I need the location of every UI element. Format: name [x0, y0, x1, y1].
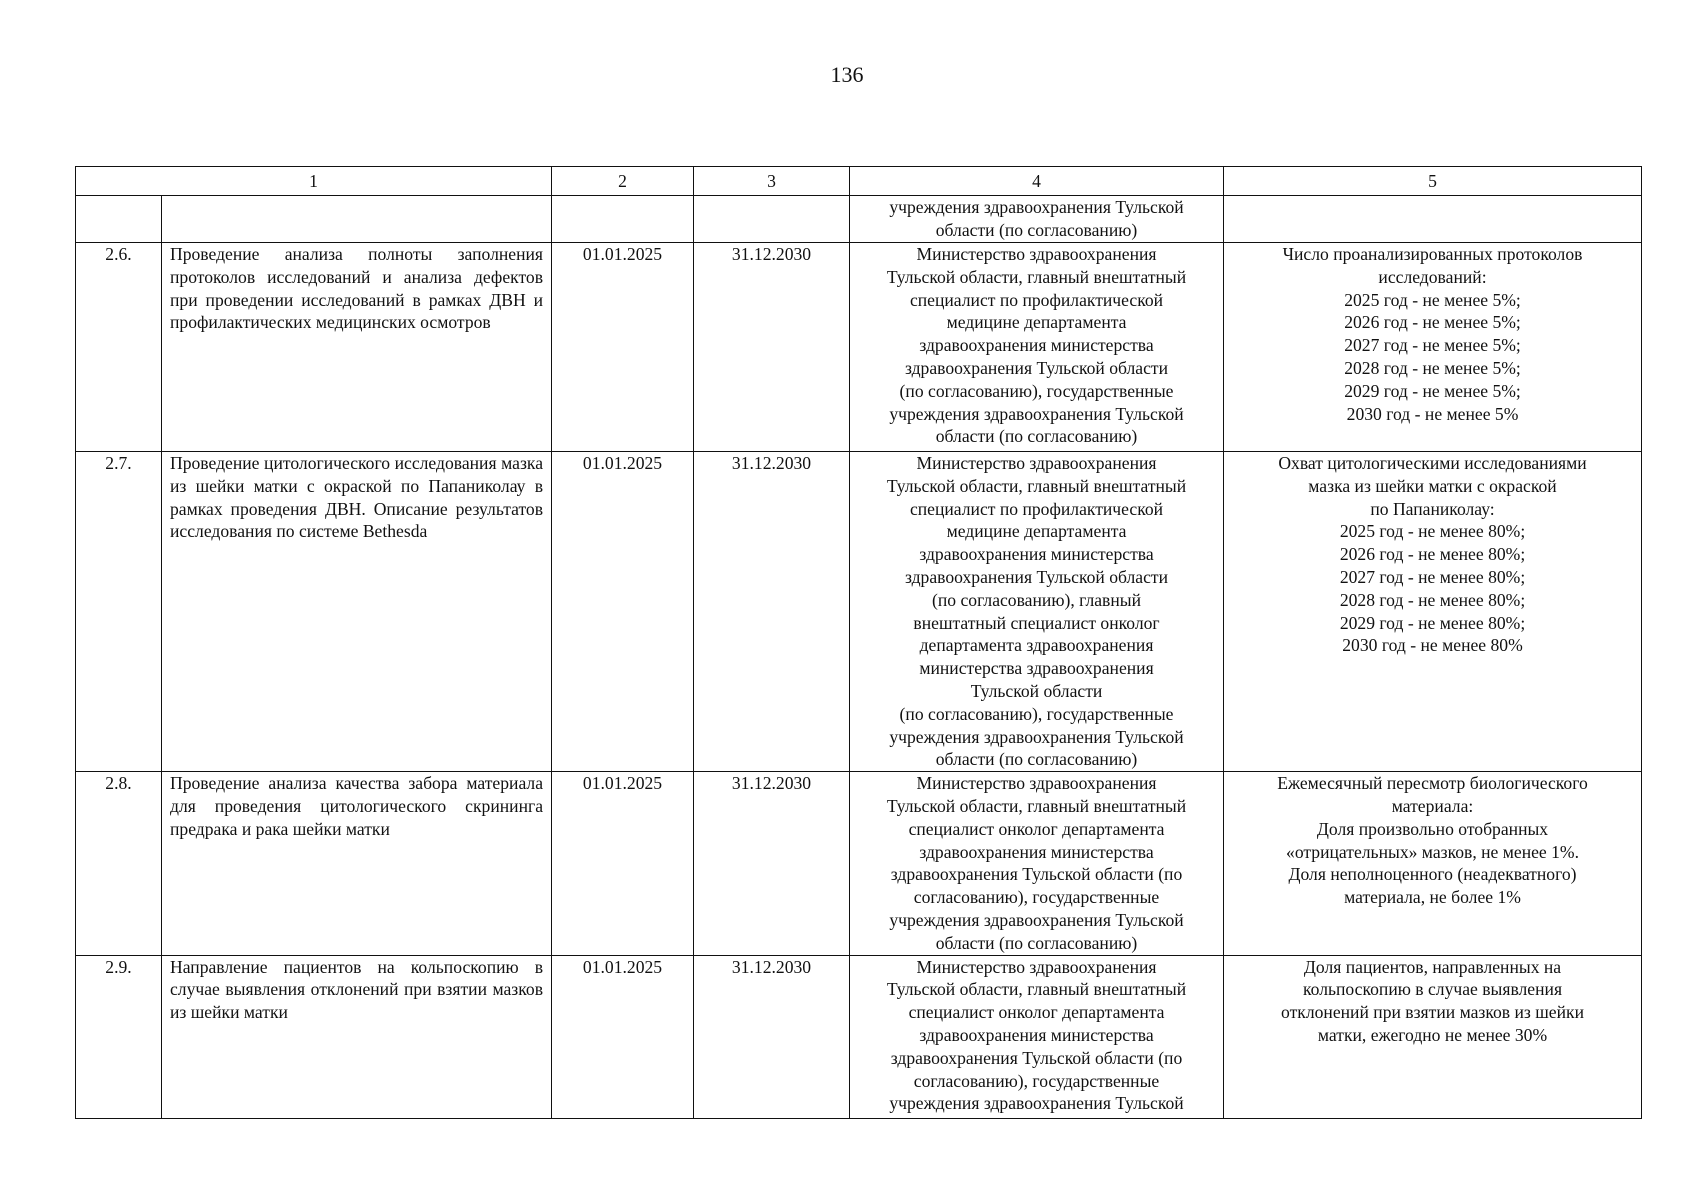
responsible-line: Министерство здравоохранения	[916, 453, 1157, 473]
responsible-line: Министерство здравоохранения	[916, 956, 1157, 977]
responsible-line: области (по согласованию)	[935, 426, 1138, 447]
responsible-line: области (по согласованию)	[935, 932, 1138, 953]
indicator-line: Охват цитологическими исследованиями	[1278, 453, 1587, 473]
indicator-line: матки, ежегодно не менее 30%	[1317, 1024, 1548, 1045]
responsible-cell	[850, 452, 1224, 772]
responsible-line: здравоохранения министерства	[919, 544, 1154, 565]
start-date: 01.01.2025	[552, 452, 694, 772]
indicator-line: 2029 год - не менее 80%;	[1339, 612, 1526, 633]
table-header	[76, 167, 1642, 196]
start-date: 01.01.2025	[552, 772, 694, 955]
indicator-line: Ежемесячный пересмотр биологического	[1277, 773, 1588, 794]
indicator-line: Доля неполноценного (неадекватного)	[1288, 864, 1577, 885]
indicator-cell	[1224, 955, 1642, 1118]
end-date	[694, 196, 850, 243]
responsible-line: Тульской области, главный внештатный	[886, 795, 1187, 816]
indicator-cell	[1224, 772, 1642, 955]
indicator-line: 2028 год - не менее 80%;	[1339, 589, 1526, 610]
indicator-line: по Папаниколау:	[1370, 498, 1495, 519]
end-date: 31.12.2030	[694, 772, 850, 955]
responsible-cell	[850, 243, 1224, 452]
indicator-line: 2027 год - не менее 80%;	[1339, 566, 1526, 587]
responsible-line: министерства здравоохранения	[919, 658, 1154, 679]
responsible-line: (по согласованию), государственные	[899, 703, 1174, 724]
measure-title: Направление пациентов на кольпоскопию в случае выявления отклонений при взятии мазков из шейки матки	[162, 955, 552, 1118]
responsible-line: здравоохранения Тульской области	[904, 566, 1169, 587]
responsible-line: специалист по профилактической	[909, 498, 1164, 519]
measure-title: Проведение анализа качества забора материала для проведения цитологического скрининга предрака и рака шейки матки	[162, 772, 552, 955]
responsible-line: Тульской области	[970, 680, 1103, 701]
header-col-1: 1	[76, 167, 552, 196]
indicator-cell	[1224, 452, 1642, 772]
responsible-line: Тульской области, главный внештатный	[886, 266, 1187, 287]
row-number: 2.6.	[76, 243, 162, 452]
header-col-2: 2	[552, 167, 694, 196]
indicator-line: материала:	[1391, 795, 1474, 816]
responsible-line: здравоохранения министерства	[919, 841, 1154, 862]
row-number: 2.9.	[76, 955, 162, 1118]
indicator-line: исследований:	[1378, 266, 1487, 287]
end-date: 31.12.2030	[694, 452, 850, 772]
responsible-line: здравоохранения Тульской области	[904, 357, 1169, 378]
indicator-line: Число проанализированных протоколов	[1282, 244, 1583, 264]
responsible-line: учреждения здравоохранения Тульской	[889, 726, 1184, 747]
indicator-line: материала, не более 1%	[1344, 887, 1521, 908]
responsible-line: медицине департамента	[946, 521, 1127, 542]
measure-title: Проведение анализа полноты заполнения протоколов исследований и анализа дефектов при проведении исследований в рамках ДВН и профилактических медицинских осмотров	[162, 243, 552, 452]
responsible-line: здравоохранения Тульской области (по	[890, 864, 1183, 885]
responsible-line: медицине департамента	[946, 312, 1127, 333]
responsible-line: учреждения здравоохранения Тульской	[889, 197, 1184, 217]
indicator-cell	[1224, 243, 1642, 452]
responsible-line: Министерство здравоохранения	[916, 244, 1157, 264]
table-row	[76, 955, 1642, 1118]
responsible-line: учреждения здравоохранения Тульской	[889, 1093, 1184, 1114]
indicator-line: 2029 год - не менее 5%;	[1344, 380, 1521, 401]
indicator-line: Доля произвольно отобранных	[1316, 818, 1549, 839]
indicator-line: 2025 год - не менее 5%;	[1344, 289, 1521, 310]
table-row	[76, 243, 1642, 452]
indicator-line: кольпоскопию в случае выявления	[1302, 979, 1563, 1000]
responsible-line: здравоохранения Тульской области (по	[890, 1047, 1183, 1068]
header-col-4: 4	[850, 167, 1224, 196]
responsible-line: согласованию), государственные	[913, 1070, 1160, 1091]
responsible-cell	[850, 772, 1224, 955]
indicator-line: 2030 год - не менее 5%	[1346, 403, 1519, 424]
responsible-line: Министерство здравоохранения	[916, 773, 1157, 794]
responsible-line: (по согласованию), главный	[932, 589, 1141, 610]
indicator-line: Доля пациентов, направленных на	[1303, 956, 1562, 977]
responsible-cell	[850, 196, 1224, 243]
start-date: 01.01.2025	[552, 243, 694, 452]
responsible-line: специалист онколог департамента	[908, 818, 1165, 839]
responsible-line: согласованию), государственные	[913, 887, 1160, 908]
indicator-cell	[1224, 196, 1642, 243]
indicator-line: отклонений при взятии мазков из шейки	[1281, 1002, 1584, 1023]
responsible-line: области (по согласованию)	[935, 749, 1138, 770]
table-row-continuation	[76, 196, 1642, 243]
responsible-line: внештатный специалист онколог	[913, 612, 1160, 633]
end-date: 31.12.2030	[694, 955, 850, 1118]
header-col-5: 5	[1224, 167, 1642, 196]
indicator-line: 2026 год - не менее 5%;	[1344, 312, 1521, 333]
end-date: 31.12.2030	[694, 243, 850, 452]
indicator-line: 2026 год - не менее 80%;	[1339, 544, 1526, 565]
responsible-line: учреждения здравоохранения Тульской	[889, 909, 1184, 930]
responsible-line: специалист онколог департамента	[908, 1002, 1165, 1023]
indicator-line: 2028 год - не менее 5%;	[1344, 357, 1521, 378]
indicator-line: 2030 год - не менее 80%	[1342, 635, 1523, 656]
responsible-line: здравоохранения министерства	[919, 1024, 1154, 1045]
responsible-line: департамента здравоохранения	[919, 635, 1154, 656]
responsible-line: здравоохранения министерства	[919, 335, 1154, 356]
row-number	[76, 196, 162, 243]
indicator-line: 2025 год - не менее 80%;	[1339, 521, 1526, 542]
header-col-3: 3	[694, 167, 850, 196]
measure-title: Проведение цитологического исследования мазка из шейки матки с окраской по Папаниколау в рамках проведения ДВН. Описание результатов исследования по системе Bethesda	[162, 452, 552, 772]
indicator-line: 2027 год - не менее 5%;	[1344, 335, 1521, 356]
row-number: 2.8.	[76, 772, 162, 955]
responsible-line: специалист по профилактической	[909, 289, 1164, 310]
measures-table	[75, 166, 1642, 1119]
indicator-line: мазка из шейки матки с окраской	[1308, 475, 1557, 496]
page-number: 136	[830, 62, 864, 87]
start-date	[552, 196, 694, 243]
responsible-line: (по согласованию), государственные	[899, 380, 1174, 401]
responsible-line: области (по согласованию)	[935, 219, 1138, 240]
responsible-cell	[850, 955, 1224, 1118]
measure-title	[162, 196, 552, 243]
responsible-line: Тульской области, главный внештатный	[886, 979, 1187, 1000]
indicator-line: «отрицательных» мазков, не менее 1%.	[1286, 841, 1579, 862]
table-row	[76, 452, 1642, 772]
responsible-line: учреждения здравоохранения Тульской	[889, 403, 1184, 424]
table-row	[76, 772, 1642, 955]
row-number: 2.7.	[76, 452, 162, 772]
start-date: 01.01.2025	[552, 955, 694, 1118]
responsible-line: Тульской области, главный внештатный	[886, 475, 1187, 496]
